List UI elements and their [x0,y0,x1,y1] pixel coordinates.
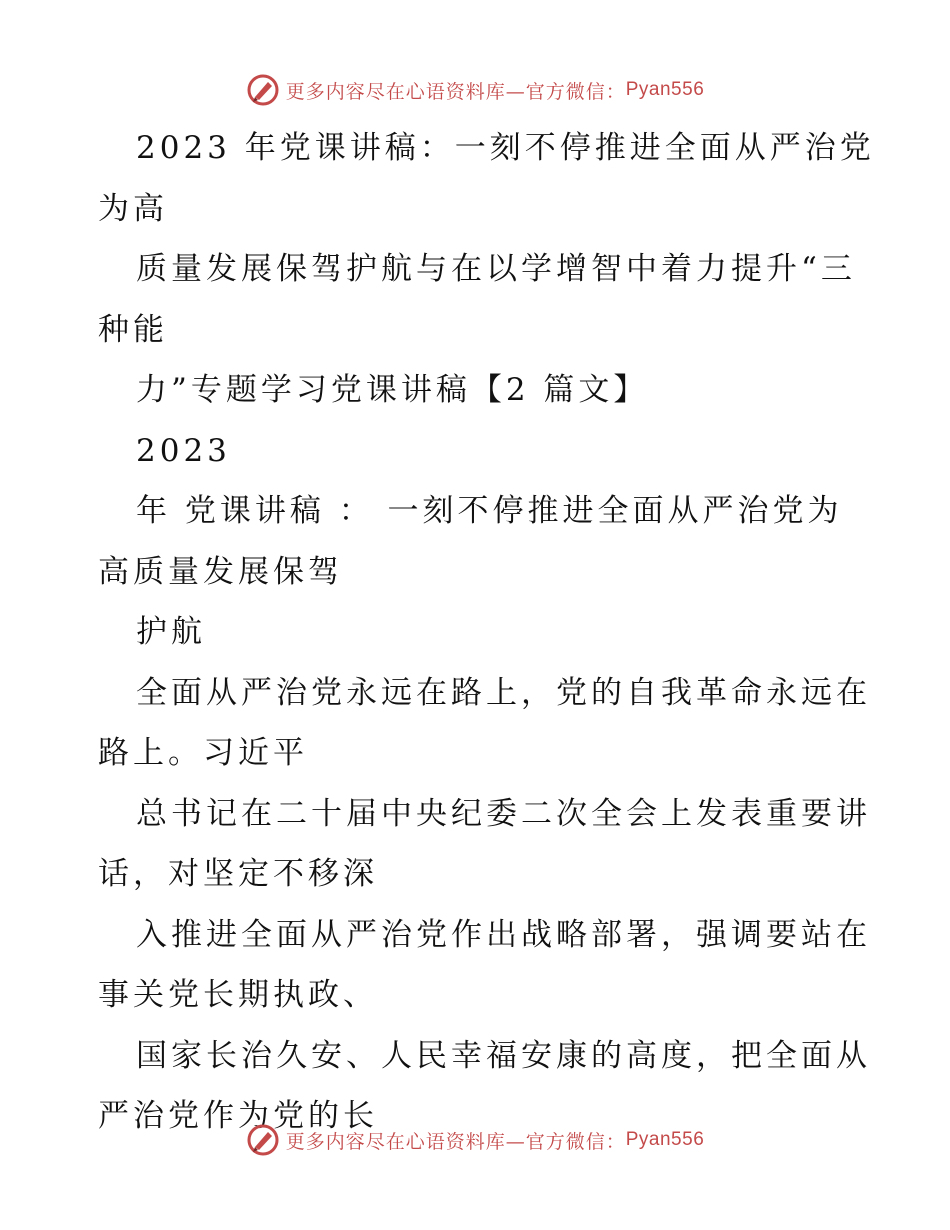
text-line: 国家长治久安、人民幸福安康的高度，把全面从 [136,1037,871,1074]
text-line: 为高 [98,190,168,227]
pen-logo-icon [246,73,280,107]
text-line: 质量发展保驾护航与在以学增智中着力提升“三 [136,251,856,287]
text-line: 全面从严治党永远在路上，党的自我革命永远在 [136,674,871,711]
text-line: 高质量发展保驾 [98,553,343,590]
text-line: 护航 [136,614,206,650]
text-line: 严治党作为党的长 [98,1098,378,1134]
text-line: 2023 年党课讲稿：一刻不停推进全面从严治党 [136,130,875,166]
watermark-text: 更多内容尽在心语资料库—官方微信： [285,1130,626,1153]
text-line: 话，对坚定不移深 [98,856,378,892]
document-body [98,118,875,1147]
wechat-id: Pyan556 [625,79,705,100]
text-line: 总书记在二十届中央纪委二次全会上发表重要讲 [136,795,871,832]
text-line: 事关党长期执政、 [98,977,378,1013]
text-line: 年 党课讲稿 ： 一刻不停推进全面从严治党为 [136,493,843,529]
text-line: 2023 [136,432,231,469]
wechat-id: Pyan556 [625,1129,705,1150]
text-line: 力”专题学习党课讲稿【2 篇文】 [136,372,649,408]
text-line: 种能 [98,311,168,348]
header-watermark [0,68,950,112]
text-line: 路上。习近平 [98,735,308,771]
footer-watermark [0,1118,950,1162]
pen-logo-icon [246,1123,280,1157]
text-line: 入推进全面从严治党作出战略部署，强调要站在 [136,916,871,953]
watermark-text: 更多内容尽在心语资料库—官方微信： [285,80,626,103]
